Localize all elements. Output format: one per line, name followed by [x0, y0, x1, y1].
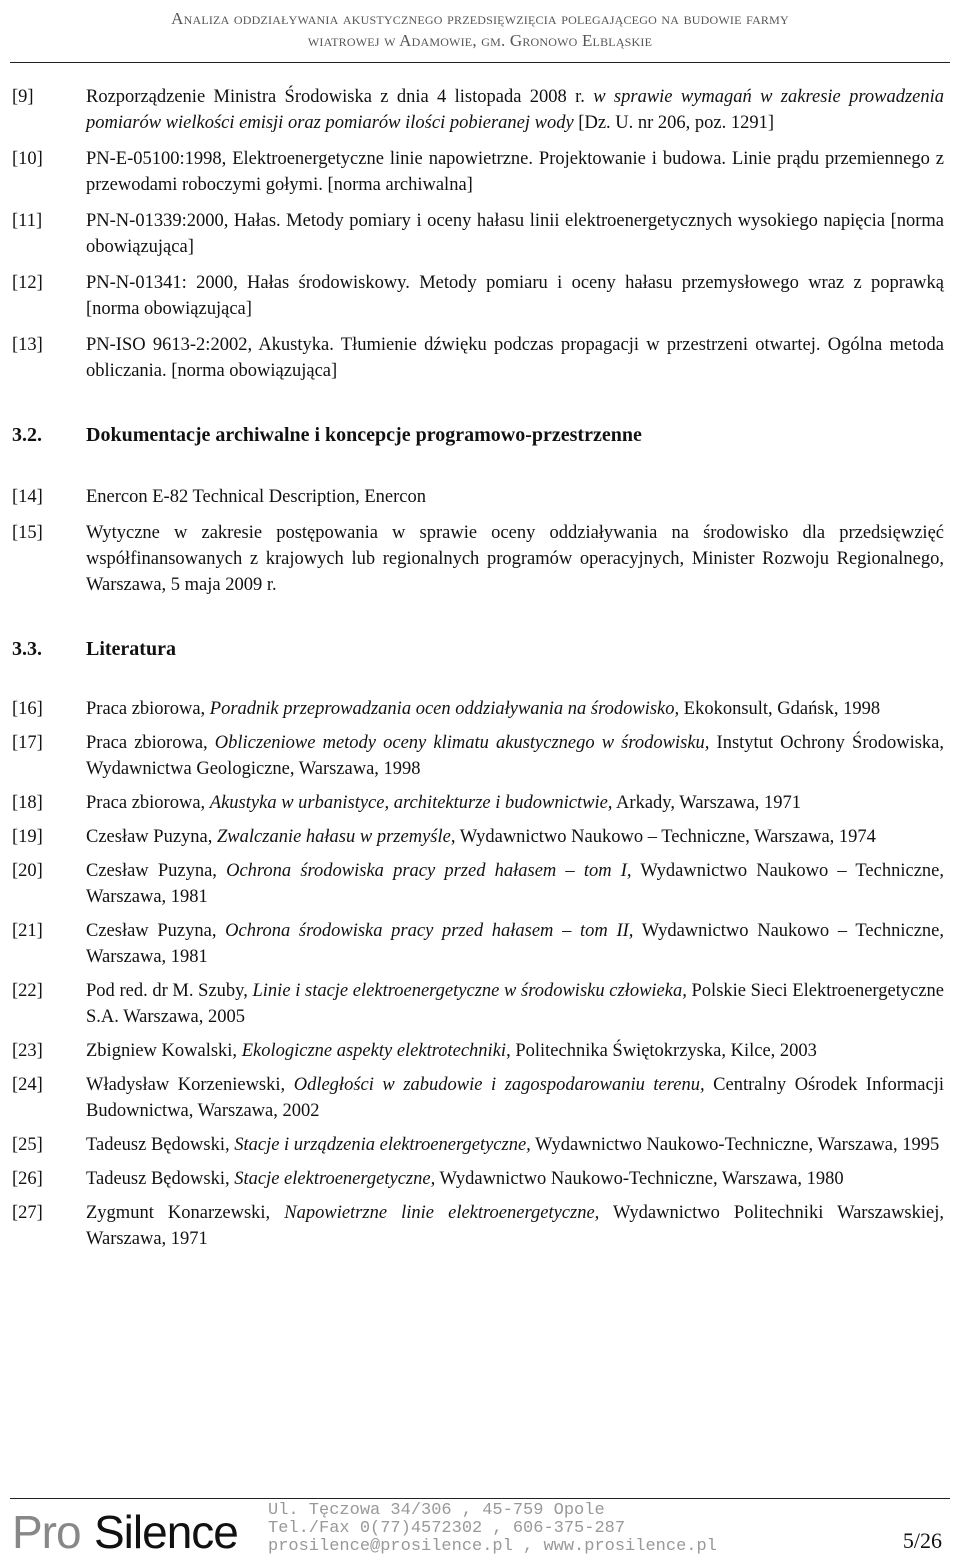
contact-address: Ul. Tęczowa 34/306 , 45-759 Opole: [268, 1501, 605, 1520]
reference-number: [9]: [12, 87, 34, 107]
reference-number: [13]: [12, 335, 43, 355]
section-title: Dokumentacje archiwalne i koncepcje programowo-przestrzenne: [86, 424, 642, 446]
reference-title: w sprawie wymagań w zakresie prowadzenia pomiarów wielkości emisji oraz pomiarów ilości pobieranej wody: [86, 87, 944, 133]
reference-publisher: Wydawnictwo Politechniki Warszawskiej, Warszawa, 1971: [86, 1203, 944, 1249]
reference-item: [0, 824, 960, 850]
reference-number: [20]: [12, 861, 43, 881]
reference-number: [15]: [12, 523, 43, 543]
reference-item: [0, 270, 960, 322]
reference-item: [0, 858, 960, 910]
reference-item: [0, 484, 960, 510]
reference-item: [0, 790, 960, 816]
reference-author: Zygmunt Konarzewski,: [86, 1203, 285, 1223]
reference-author: Praca zbiorowa,: [86, 699, 210, 719]
reference-publisher: Polskie Sieci Elektroenergetyczne S.A. Warszawa, 2005: [86, 981, 944, 1027]
reference-publisher: Arkady, Warszawa, 1971: [612, 793, 802, 813]
reference-title: Linie i stacje elektroenergetyczne w środowisku człowieka,: [252, 981, 687, 1001]
reference-number: [23]: [12, 1041, 43, 1061]
reference-title: Obliczeniowe metody oceny klimatu akustycznego w środowisku,: [214, 733, 710, 753]
section-title: Literatura: [86, 638, 176, 660]
running-header: [0, 0, 960, 62]
reference-title: Ochrona środowiska pracy przed hałasem – tom I,: [226, 861, 632, 881]
reference-item: [0, 978, 960, 1030]
reference-title: Stacje elektroenergetyczne,: [234, 1169, 436, 1189]
logo-silence-text: Silence: [94, 1506, 238, 1558]
reference-item: [0, 918, 960, 970]
header-rule: [10, 62, 950, 63]
reference-item: [0, 1038, 960, 1064]
reference-title: Zwalczanie hałasu w przemyśle: [217, 827, 451, 847]
reference-author: Władysław Korzeniewski,: [86, 1075, 294, 1095]
reference-title: Napowietrzne linie elektroenergetyczne,: [284, 1203, 600, 1223]
reference-publisher: Wydawnictwo Naukowo – Techniczne, Warszawa, 1981: [86, 861, 944, 907]
reference-publisher: Centralny Ośrodek Informacji Budownictwa, Warszawa, 2002: [86, 1075, 945, 1121]
literature-list: [0, 696, 960, 1252]
reference-number: [26]: [12, 1169, 43, 1189]
reference-number: [27]: [12, 1203, 43, 1223]
reference-text: Wytyczne w zakresie postępowania w sprawie oceny oddziaływania na środowisko dla przedsięwzięć współfinansowanych z krajowych lub regionalnych programów operacyjnych, Minister Rozwoju Regionalnego, Warszawa, 5 maja 2009 r.: [86, 523, 944, 595]
reference-author: Czesław Puzyna,: [86, 827, 218, 847]
section-heading: [0, 422, 960, 448]
reference-item: [0, 730, 960, 782]
reference-item: [0, 84, 960, 136]
reference-publisher: , Politechnika Świętokrzyska, Kilce, 2003: [506, 1041, 817, 1061]
document-body: [0, 84, 960, 1260]
contact-phone: Tel./Fax 0(77)4572302 , 606-375-287: [268, 1519, 626, 1538]
page-number: 5/26: [902, 1528, 942, 1553]
reference-title: Ekologiczne aspekty elektrotechniki: [241, 1041, 507, 1061]
reference-publisher: Wydawnictwo Naukowo – Techniczne, Warszawa, 1981: [86, 921, 944, 967]
section-heading: [0, 636, 960, 662]
reference-author: Czesław Puzyna,: [86, 861, 227, 881]
reference-text: PN-N-01339:2000, Hałas. Metody pomiary i oceny hałasu linii elektroenergetycznych wysokiego napięcia [norma obowiązująca]: [86, 211, 944, 257]
section-number: 3.2.: [12, 424, 42, 446]
contact-email: prosilence@prosilence.pl , www.prosilence.pl: [268, 1537, 717, 1556]
reference-publisher: , Wydawnictwo Naukowo – Techniczne, Warszawa, 1974: [450, 827, 876, 847]
reference-author: Zbigniew Kowalski,: [86, 1041, 242, 1061]
reference-text: Rozporządzenie Ministra Środowiska z dnia 4 listopada 2008 r.: [86, 87, 594, 107]
reference-text-rest: [Dz. U. nr 206, poz. 1291]: [573, 113, 775, 133]
reference-number: [25]: [12, 1135, 43, 1155]
reference-publisher: Instytut Ochrony Środowiska, Wydawnictwa Geologiczne, Warszawa, 1998: [86, 733, 945, 779]
header-line-1: Analiza oddziaływania akustycznego przedsięwzięcia polegającego na budowie farmy: [171, 9, 789, 28]
page-footer: [0, 1480, 960, 1560]
reference-number: [14]: [12, 487, 43, 507]
reference-number: [19]: [12, 827, 43, 847]
reference-number: [17]: [12, 733, 43, 753]
reference-text: PN-E-05100:1998, Elektroenergetyczne linie napowietrzne. Projektowanie i budowa. Linie prądu przemiennego z przewodami roboczymi gołymi. [norma archiwalna]: [86, 149, 944, 195]
prosilence-logo: [12, 1504, 250, 1560]
reference-publisher: Wydawnictwo Naukowo-Techniczne, Warszawa, 1980: [435, 1169, 844, 1189]
reference-item: [0, 1166, 960, 1192]
reference-text: PN-N-01341: 2000, Hałas środowiskowy. Metody pomiaru i oceny hałasu przemysłowego wraz z poprawką [norma obowiązująca]: [86, 273, 944, 319]
reference-number: [24]: [12, 1075, 43, 1095]
reference-item: [0, 208, 960, 260]
reference-author: Tadeusz Będowski,: [86, 1169, 235, 1189]
reference-title: Ochrona środowiska pracy przed hałasem – tom II,: [225, 921, 634, 941]
footer-rule: [10, 1498, 950, 1499]
reference-item: [0, 520, 960, 598]
reference-number: [11]: [12, 211, 43, 231]
reference-author: Praca zbiorowa,: [86, 733, 215, 753]
reference-publisher: Ekokonsult, Gdańsk, 1998: [679, 699, 881, 719]
reference-number: [12]: [12, 273, 43, 293]
reference-text: Enercon E-82 Technical Description, Enercon: [86, 487, 426, 507]
reference-item: [0, 332, 960, 384]
reference-item: [0, 146, 960, 198]
reference-item: [0, 696, 960, 722]
contact-block: [268, 1502, 717, 1556]
header-line-2: wiatrowej w Adamowie, gm. Gronowo Elbląskie: [307, 31, 653, 50]
reference-item: [0, 1072, 960, 1124]
reference-number: [22]: [12, 981, 43, 1001]
reference-author: Pod red. dr M. Szuby,: [86, 981, 253, 1001]
reference-title: Stacje i urządzenia elektroenergetyczne,: [234, 1135, 531, 1155]
reference-publisher: Wydawnictwo Naukowo-Techniczne, Warszawa, 1995: [530, 1135, 940, 1155]
section-number: 3.3.: [12, 638, 42, 660]
reference-item: [0, 1132, 960, 1158]
reference-number: [18]: [12, 793, 43, 813]
reference-text: PN-ISO 9613-2:2002, Akustyka. Tłumienie dźwięku podczas propagacji w przestrzeni otwartej. Ogólna metoda obliczania. [norma obowiązująca]: [86, 335, 944, 381]
reference-title: Akustyka w urbanistyce, architekturze i budownictwie,: [209, 793, 613, 813]
reference-title: Odległości w zabudowie i zagospodarowaniu terenu,: [293, 1075, 705, 1095]
logo-pro-text: Pro: [12, 1506, 81, 1558]
reference-number: [21]: [12, 921, 43, 941]
reference-author: Praca zbiorowa,: [86, 793, 210, 813]
reference-item: [0, 1200, 960, 1252]
reference-number: [16]: [12, 699, 43, 719]
reference-author: Tadeusz Będowski,: [86, 1135, 235, 1155]
reference-author: Czesław Puzyna,: [86, 921, 226, 941]
reference-title: Poradnik przeprowadzania ocen oddziaływania na środowisko,: [209, 699, 680, 719]
reference-number: [10]: [12, 149, 43, 169]
